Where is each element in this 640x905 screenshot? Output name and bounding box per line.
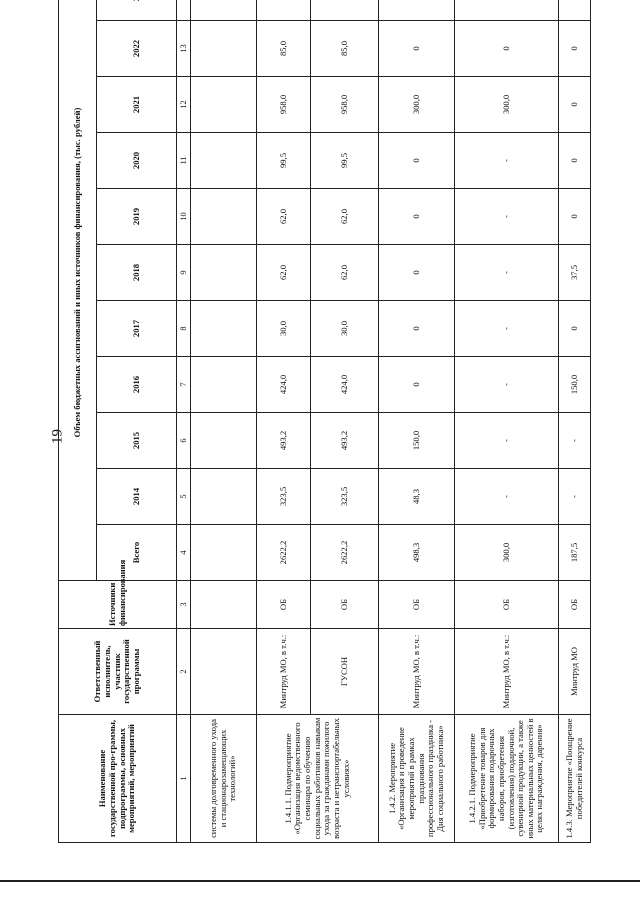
- header-year: 2015: [97, 413, 177, 469]
- row-value: [191, 413, 257, 469]
- row-value: 30,0: [311, 301, 379, 357]
- row-value: [191, 133, 257, 189]
- row-executor: Минтруд МО, в т.ч.:: [379, 629, 455, 715]
- row-value: 424,0: [257, 357, 311, 413]
- row-value: 498,3: [379, 525, 455, 581]
- row-value: [191, 301, 257, 357]
- table-row: [191, 0, 257, 843]
- row-value: 958,0: [257, 77, 311, 133]
- column-index: 2: [177, 629, 191, 715]
- row-value: [311, 0, 379, 21]
- table-row: [379, 0, 455, 843]
- header-year: [97, 0, 177, 21]
- row-value: 187,5: [559, 525, 591, 581]
- row-value: 0: [559, 21, 591, 77]
- column-index: 7: [177, 357, 191, 413]
- row-value: 99,5: [257, 133, 311, 189]
- header-volume-group: Объем бюджетных ассигнований и иных источников финансирования, (тыс. рублей): [59, 0, 97, 581]
- row-value: 62,0: [257, 189, 311, 245]
- column-index: 11: [177, 133, 191, 189]
- row-value: 150,0: [559, 357, 591, 413]
- row-source: [191, 581, 257, 629]
- header-year: Всего: [97, 525, 177, 581]
- column-index: 6: [177, 413, 191, 469]
- table-row: [257, 0, 311, 843]
- row-value: [257, 0, 311, 21]
- row-value: 62,0: [257, 245, 311, 301]
- row-value: 958,0: [311, 77, 379, 133]
- header-year: 2020: [97, 133, 177, 189]
- row-value: [379, 0, 455, 21]
- header-year: 2021: [97, 77, 177, 133]
- row-value: -: [559, 413, 591, 469]
- header-year: 2014: [97, 469, 177, 525]
- column-index: 3: [177, 581, 191, 629]
- row-name: системы долговременного ухода и стационарозамещающих технологий»: [191, 715, 257, 843]
- row-value: 323,5: [311, 469, 379, 525]
- row-value: -: [455, 357, 559, 413]
- row-value: 0: [379, 133, 455, 189]
- row-value: -: [455, 245, 559, 301]
- column-index: 13: [177, 21, 191, 77]
- row-value: -: [559, 469, 591, 525]
- row-value: 0: [559, 133, 591, 189]
- row-value: -: [455, 189, 559, 245]
- row-value: [455, 0, 559, 21]
- row-value: 62,0: [311, 245, 379, 301]
- row-value: [191, 245, 257, 301]
- row-name: 1.4.2. Мероприятие «Организация и проведение мероприятий в рамках празднования профессионального праздника - Дня социального работника»: [379, 715, 455, 843]
- row-value: 300,0: [455, 525, 559, 581]
- rotated-table-wrapper: [58, 23, 584, 843]
- header-year: 2017: [97, 301, 177, 357]
- row-source: ОБ: [455, 581, 559, 629]
- header-year: 2022: [97, 21, 177, 77]
- row-value: 2622,2: [311, 525, 379, 581]
- row-executor: Минтруд МО, в т.ч.:: [455, 629, 559, 715]
- header-row-1: [59, 0, 97, 843]
- row-value: 37,5: [559, 245, 591, 301]
- row-value: [559, 0, 591, 21]
- table-row: [455, 0, 559, 843]
- row-value: -: [455, 413, 559, 469]
- row-value: 0: [455, 21, 559, 77]
- row-value: 62,0: [311, 189, 379, 245]
- row-value: 0: [379, 357, 455, 413]
- row-source: ОБ: [257, 581, 311, 629]
- row-value: 300,0: [455, 77, 559, 133]
- column-index-row: [177, 0, 191, 843]
- column-index: [177, 0, 191, 21]
- header-name: Наименование государственной про-граммы, подпрограммы, основных мероприятий, мероприятий: [59, 715, 177, 843]
- row-name: 1.4.2.1. Подмероприятие «Приобретение товаров для формирования подарочных наборов, приобретения (изготовления) подарочной, сувенирной продукции, а также иных материальных ценностей в целях награждения, дарения»: [455, 715, 559, 843]
- financing-table: [58, 0, 591, 843]
- table-row: [559, 0, 591, 843]
- column-index: 1: [177, 715, 191, 843]
- row-value: 0: [379, 189, 455, 245]
- bottom-rule: [0, 880, 640, 882]
- row-value: 323,5: [257, 469, 311, 525]
- row-value: [191, 357, 257, 413]
- column-index: 4: [177, 525, 191, 581]
- header-year: 2018: [97, 245, 177, 301]
- row-source: ОБ: [379, 581, 455, 629]
- row-value: [191, 21, 257, 77]
- column-index: 5: [177, 469, 191, 525]
- column-index: 8: [177, 301, 191, 357]
- row-value: 150,0: [379, 413, 455, 469]
- row-value: -: [455, 301, 559, 357]
- row-value: 493,2: [257, 413, 311, 469]
- row-value: 0: [559, 77, 591, 133]
- row-value: 0: [379, 245, 455, 301]
- row-value: 2622,2: [257, 525, 311, 581]
- row-value: [191, 525, 257, 581]
- row-name: 1.4.3. Мероприятие «Поощрение победителей конкурса: [559, 715, 591, 843]
- row-value: [191, 469, 257, 525]
- row-executor: ГУСОН: [311, 629, 379, 715]
- row-value: 493,2: [311, 413, 379, 469]
- row-value: 0: [559, 301, 591, 357]
- row-value: 300,0: [379, 77, 455, 133]
- row-value: 0: [379, 301, 455, 357]
- row-value: [191, 189, 257, 245]
- row-value: 48,3: [379, 469, 455, 525]
- row-executor: Минтруд МО, в т.ч.:: [257, 629, 311, 715]
- row-value: 85,0: [311, 21, 379, 77]
- row-value: -: [455, 469, 559, 525]
- row-value: 85,0: [257, 21, 311, 77]
- row-executor: Минтруд МО: [559, 629, 591, 715]
- header-executor: Ответственный исполнитель, участник государственной программы: [59, 629, 177, 715]
- row-value: 0: [379, 21, 455, 77]
- row-source: ОБ: [311, 581, 379, 629]
- column-index: 12: [177, 77, 191, 133]
- row-name: 1.4.1.1. Подмероприятие «Организация ведомственного семинара по обучению социальных работников навыкам ухода за гражданами пожилого возраста и нетранспортабельных условиях»: [257, 715, 379, 843]
- column-index: 9: [177, 245, 191, 301]
- header-year: 2016: [97, 357, 177, 413]
- row-value: [191, 0, 257, 21]
- row-value: 30,0: [257, 301, 311, 357]
- page-number: 19: [49, 429, 66, 444]
- column-index: 10: [177, 189, 191, 245]
- row-value: 424,0: [311, 357, 379, 413]
- row-value: -: [455, 133, 559, 189]
- row-value: 99,5: [311, 133, 379, 189]
- header-year: 2019: [97, 189, 177, 245]
- row-source: ОБ: [559, 581, 591, 629]
- row-value: [191, 77, 257, 133]
- row-executor: [191, 629, 257, 715]
- row-value: 0: [559, 189, 591, 245]
- header-source: Источники финансирования: [59, 581, 177, 629]
